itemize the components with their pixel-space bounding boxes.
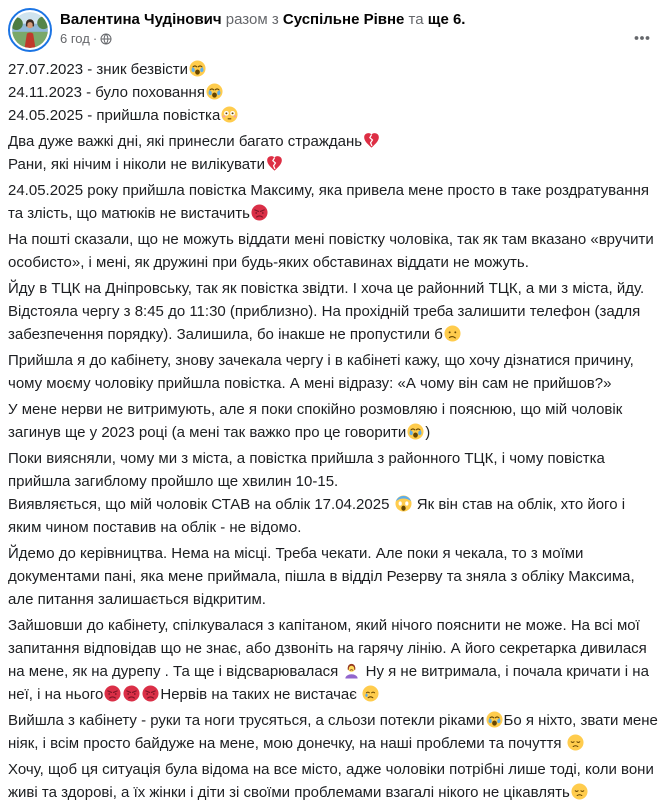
emoji-person-frowning-icon [343, 662, 360, 679]
post-paragraph: Прийшла я до кабінету, знову зачекала чергу і в кабінеті кажу, що хочу дізнатися причину, чому моєму чоловіку прийшла повістка. А мені відразу: «А чому він сам не прийшов?» [8, 352, 634, 392]
post-paragraph: 24.05.2025 року прийшла повістка Максиму, яка привела мене просто в таке роздратування та злість, що матюків не вистачить [8, 182, 650, 222]
avatar[interactable] [8, 8, 52, 52]
emoji-loudly-crying-icon [189, 60, 206, 77]
post-paragraph: 27.07.2023 - зник безвісти 24.11.2023 - було поховання 24.05.2025 - прийшла повістка [8, 58, 660, 127]
post-paragraph: Два дуже важкі дні, які принесли багато страждань Рани, які нічим і ніколи не вилікувати [8, 130, 660, 176]
emoji-loudly-crying-icon [486, 711, 503, 728]
emoji-broken-heart-icon [363, 132, 380, 149]
more-tags-link[interactable]: ще 6 [427, 11, 462, 28]
emoji-angry-icon [142, 685, 159, 702]
post-meta [60, 30, 465, 47]
post-header [8, 8, 660, 52]
post-paragraph: Вийшла з кабінету - руки та ноги трусяться, а сльози потекли ріками Бо я ніхто, звати мене ніяк, і всім просто байдуже на мене, мою донечку, на наші проблеми та почуття [8, 712, 658, 752]
ellipsis-icon [632, 35, 652, 52]
emoji-pensive-icon [567, 734, 584, 751]
emoji-confused-icon [444, 325, 461, 342]
post-paragraph: Йду в ТЦК на Дніпровську, так як повістка звідти. І хоча це районний ТЦК, а ми з міста, йду. Відстояла чергу з 8:45 до 11:30 (приблизно). На прохідній треба залишити телефон (задля забезпечення порядку). Залишила, бо інакше не пропустили б [8, 280, 645, 343]
byline-period: . [461, 11, 466, 28]
post-header-text [60, 8, 465, 52]
meta-separator: · [92, 31, 98, 46]
avatar-photo [12, 12, 48, 48]
post-body [8, 58, 660, 804]
post-paragraph: На пошті сказали, що не можуть віддати мені повістку чоловіка, так як там вказано «вручити особисто», і мені, як дружині при будь-яких обставинах віддати не можуть. [8, 231, 654, 271]
post-paragraph: У мене нерви не витримують, але я поки спокійно розмовляю і пояснюю, що мій чоловік загинув ще у 2023 році (а мені так важко про це говорити ) [8, 401, 623, 441]
timestamp-link[interactable]: 6 год [60, 31, 90, 46]
emoji-angry-icon [104, 685, 121, 702]
emoji-broken-heart-icon [266, 155, 283, 172]
emoji-angry-icon [251, 204, 268, 221]
post-paragraph: Хочу, щоб ця ситуація була відома на все місто, адже чоловіки потрібні лише тоді, коли вони живі та здорові, а їх жінки і діти зі своїми проблемами взагалі нікого не цікавлять [8, 761, 654, 801]
byline-with-label: разом з [221, 11, 283, 28]
emoji-pensive-icon [571, 783, 588, 800]
emoji-loudly-crying-icon [407, 423, 424, 440]
post-paragraph: Зайшовши до кабінету, спілкувалася з капітаном, який нічого пояснити не може. На всі мої запитання відповідав що не знає, або дзвоніть на гарячу лінію. А його секретарка дивилася на мене, як на дурепу . Та ще і відсварювалася Ну я не витримала, і почала кричати і на неї, і на нього Нервів на таких не вистачає [8, 617, 649, 703]
post-byline [60, 10, 465, 30]
post-menu-button[interactable] [628, 24, 656, 57]
author-link[interactable]: Валентина Чудінович [60, 11, 222, 28]
post-paragraph: Йдемо до керівництва. Нема на місці. Треба чекати. Але поки я чекала, то з моїми документами пані, яка мене приймала, пішла в відділ Резерву та зняла з обліку Максима, але питання залишається відкритим. [8, 545, 635, 608]
post-paragraph: Поки виясняли, чому ми з міста, а повістка прийшла з районного ТЦК, і чому повістка прийшла загиблому пройшло ще хвилин 10-15. Виявляється, що мій чоловік СТАВ на облік 17.04.2025 Як він став на облік, хто його і яким чином поставив на облік - не відомо. [8, 450, 626, 536]
emoji-sad-tear-icon [362, 685, 379, 702]
emoji-flushed-icon [221, 106, 238, 123]
emoji-loudly-crying-icon [206, 83, 223, 100]
emoji-scream-icon [395, 495, 412, 512]
globe-icon [100, 33, 112, 45]
tagged-page-link[interactable]: Суспільне Рівне [282, 11, 405, 28]
byline-and-label: та [404, 11, 428, 28]
emoji-angry-icon [123, 685, 140, 702]
